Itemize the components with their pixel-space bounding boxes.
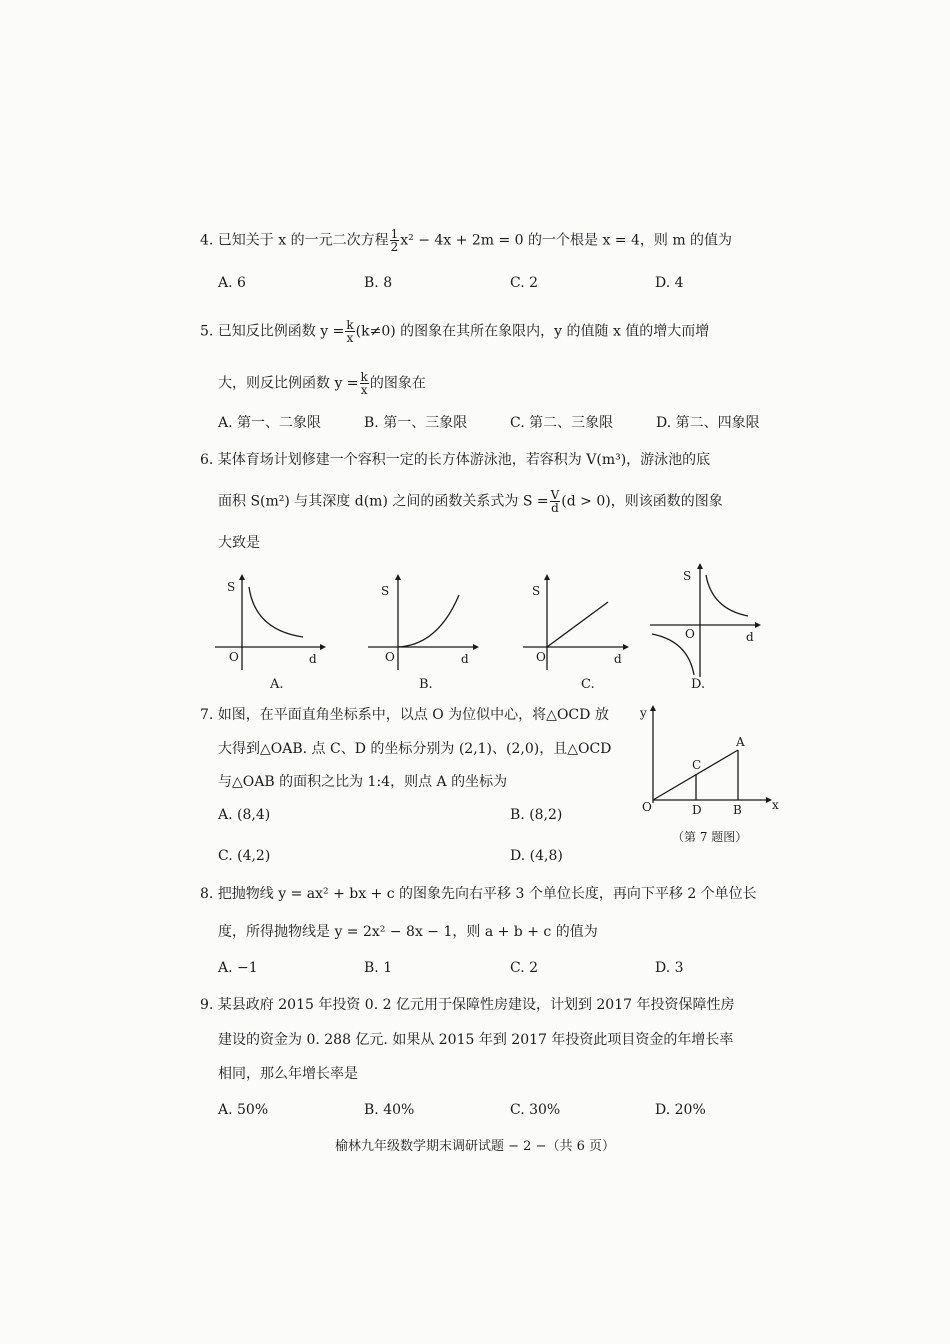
q5-fraction-2: $\frac{k}{x}$ — [360, 370, 368, 397]
q6-graph-c-origin: O — [536, 650, 546, 664]
q9-stem-line3: 相同，那么年增长率是 — [218, 1066, 358, 1082]
q7-stem-line1: 7. 如图，在平面直角坐标系中，以点 O 为位似中心，将△OCD 放 — [200, 707, 609, 723]
q6-graph-d-y-label: S — [683, 569, 692, 583]
q5-stem-line1: 5. 已知反比例函数 y = $\frac{k}{x}$ (k≠0) 的图象在其所在象限内，y 的值随 x 值的增大而增 — [200, 318, 710, 345]
q8-option-d: D. 3 — [655, 960, 684, 976]
q7-figure-y-label: y — [640, 706, 647, 720]
q6-caption-c: C. — [581, 677, 595, 692]
q6-caption-b: B. — [419, 677, 433, 692]
q6-graph-d — [650, 565, 770, 675]
q7-option-b: B. (8,2) — [510, 807, 563, 823]
q4-option-b: B. 8 — [364, 275, 393, 291]
q7-figure — [638, 705, 788, 815]
q6-graph-b-y-label: S — [381, 584, 390, 598]
q6-graph-d-origin: O — [685, 627, 695, 641]
q7-option-c: C. (4,2) — [218, 848, 271, 864]
page-footer: 榆林九年级数学期末调研试题 − 2 −（共 6 页） — [335, 1139, 615, 1154]
q9-option-b: B. 40% — [364, 1102, 415, 1118]
q6-caption-a: A. — [270, 677, 284, 692]
q9-stem-line1: 9. 某县政府 2015 年投资 0. 2 亿元用于保障性房建设，计划到 2017 年投资保障性房 — [200, 997, 735, 1013]
q6-stem-line3: 大致是 — [218, 535, 260, 551]
q5-stem-line2: 大，则反比例函数 y = $\frac{k}{x}$ 的图象在 — [218, 370, 426, 397]
q5-fraction-1: $\frac{k}{x}$ — [346, 318, 354, 345]
q6-graph-a-y-label: S — [227, 580, 236, 594]
q7-stem-line3: 与△OAB 的面积之比为 1:4，则点 A 的坐标为 — [218, 774, 508, 790]
q6-graph-d-x-label: d — [746, 630, 754, 644]
q7-figure-point-b: B — [733, 803, 742, 817]
q5-option-b: B. 第一、三象限 — [364, 415, 468, 431]
q4-option-d: D. 4 — [655, 275, 684, 291]
q9-option-a: A. 50% — [218, 1102, 269, 1118]
q5-option-c: C. 第二、三象限 — [510, 415, 614, 431]
q9-option-c: C. 30% — [510, 1102, 561, 1118]
q8-option-b: B. 1 — [364, 960, 393, 976]
q4-stem: 4. 已知关于 x 的一元二次方程 $\frac{1}{2}$ x² − 4x + 2m = 0 的一个根是 x = 4，则 m 的值为 — [200, 227, 733, 254]
q9-stem-line2: 建设的资金为 0. 288 亿元. 如果从 2015 年到 2017 年投资此项目资金的年增长率 — [218, 1032, 734, 1048]
q5-option-a: A. 第一、二象限 — [218, 415, 322, 431]
q6-fraction: $\frac{V}{d}$ — [550, 488, 560, 515]
q7-figure-point-c: C — [692, 758, 702, 772]
q6-graph-c-x-label: d — [614, 652, 622, 666]
q8-stem-line1: 8. 把抛物线 y = ax² + bx + c 的图象先向右平移 3 个单位长度，再向下平移 2 个单位长 — [200, 886, 757, 902]
q8-option-c: C. 2 — [510, 960, 539, 976]
q6-graph-a-origin: O — [229, 650, 239, 664]
q6-caption-d: D. — [691, 677, 706, 692]
q6-graph-b-origin: O — [385, 650, 395, 664]
q4-option-a: A. 6 — [218, 275, 246, 291]
q8-option-a: A. −1 — [218, 960, 258, 976]
q6-graph-c — [520, 575, 640, 675]
q7-figure-point-d: D — [692, 803, 702, 817]
q6-graph-b-x-label: d — [461, 652, 469, 666]
q7-figure-point-a: A — [736, 735, 745, 749]
q5-option-d: D. 第二、四象限 — [656, 415, 760, 431]
q4-fraction: $\frac{1}{2}$ — [390, 227, 399, 254]
q6-graph-a-x-label: d — [309, 652, 317, 666]
q7-option-a: A. (8,4) — [218, 807, 271, 823]
q7-figure-x-label: x — [772, 798, 779, 812]
q7-figure-origin: O — [642, 800, 652, 814]
q8-stem-line2: 度，所得抛物线是 y = 2x² − 8x − 1，则 a + b + c 的值为 — [218, 924, 598, 940]
q6-stem-line1: 6. 某体育场计划修建一个容积一定的长方体游泳池，若容积为 V(m³)，游泳池的底 — [200, 452, 711, 468]
q9-option-d: D. 20% — [655, 1102, 706, 1118]
q7-option-d: D. (4,8) — [510, 848, 563, 864]
q7-figure-caption: （第 7 题图） — [672, 830, 748, 844]
q7-stem-line2: 大得到△OAB. 点 C、D 的坐标分别为 (2,1)、(2,0)，且△OCD — [218, 741, 612, 757]
q4-option-c: C. 2 — [510, 275, 539, 291]
q6-graph-a — [205, 575, 325, 675]
q6-graph-b — [363, 575, 483, 675]
q6-graph-c-y-label: S — [532, 584, 541, 598]
q6-stem-line2: 面积 S(m²) 与其深度 d(m) 之间的函数关系式为 S = $\frac{V}{d}$ (d > 0)，则该函数的图象 — [218, 488, 723, 515]
